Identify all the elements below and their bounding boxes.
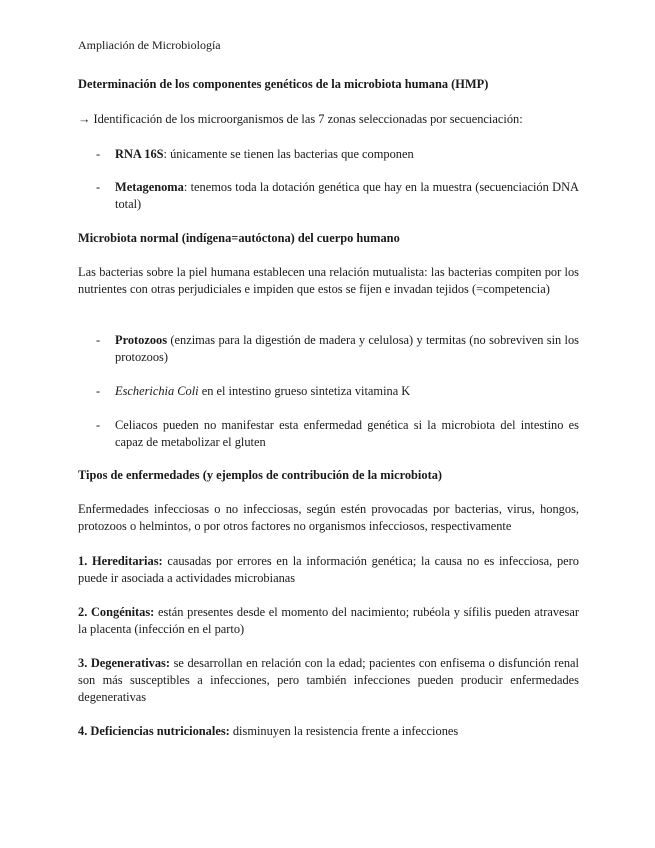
text-rna16s: : únicamente se tienen las bacterias que componen — [163, 147, 414, 161]
text-ecoli: en el intestino grueso sintetiza vitamina K — [198, 384, 411, 398]
text-protozoos: (enzimas para la digestión de madera y celulosa) y termitas (no sobreviven sin los protozoos) — [115, 333, 579, 364]
list-item-rna16s — [96, 146, 579, 163]
term-congenitas: 2. Congénitas: — [78, 605, 155, 619]
running-header: Ampliación de Microbiología — [78, 38, 221, 52]
term-ecoli: Escherichia Coli — [115, 384, 199, 398]
term-hereditarias: 1. Hereditarias: — [78, 554, 163, 568]
list-item-metagenoma — [96, 179, 579, 213]
bullet-dash: - — [96, 333, 101, 347]
term-metagenoma: Metagenoma — [115, 180, 184, 194]
text-celiacos: Celiacos pueden no manifestar esta enfermedad genética si la microbiota del intestino es capaz de metabolizar el gluten — [115, 418, 579, 449]
text-congenitas: están presentes desde el momento del nacimiento; rubéola y sífilis pueden atravesar la placenta (infección en el parto) — [78, 605, 579, 636]
text-hereditarias: causadas por errores en la información genética; la causa no es infecciosa, pero puede ir asociada a actividades microbianas — [78, 554, 579, 585]
text-deficiencias: disminuyen la resistencia frente a infecciones — [229, 724, 459, 738]
section-heading-hmp: Determinación de los componentes genéticos de la microbiota humana (HMP) — [78, 77, 489, 91]
list-item-protozoos — [96, 332, 579, 366]
disease-type-congenitas — [78, 604, 579, 638]
term-protozoos: Protozoos — [115, 333, 168, 347]
list-item-celiacos — [96, 417, 579, 451]
disease-type-deficiencias — [78, 723, 579, 740]
bullet-dash: - — [96, 180, 101, 194]
text-metagenoma: : tenemos toda la dotación genética que hay en la muestra (secuenciación DNA total) — [115, 180, 579, 211]
section-heading-microbiota-normal: Microbiota normal (indígena=autóctona) del cuerpo humano — [78, 231, 400, 245]
term-rna16s: RNA 16S — [115, 147, 164, 161]
identification-intro: → Identificación de los microorganismos de las 7 zonas seleccionadas por secuenciación: — [78, 112, 523, 126]
disease-type-degenerativas — [78, 655, 579, 706]
section-heading-tipos-enfermedades: Tipos de enfermedades (y ejemplos de contribución de la microbiota) — [78, 468, 443, 482]
term-deficiencias: 4. Deficiencias nutricionales: — [78, 724, 230, 738]
paragraph-enfermedades: Enfermedades infecciosas o no infecciosas, según estén provocadas por bacterias, virus, hongos, protozoos o helmintos, o por otros factores no organismos infecciosos, respectivamente — [78, 502, 579, 533]
paragraph-mutualism: Las bacterias sobre la piel humana establecen una relación mutualista: las bacterias compiten por los nutrientes con otras perjudiciales e impiden que estos se fijen e invadan tejidos (=competencia) — [78, 265, 579, 296]
text-degenerativas: se desarrollan en relación con la edad; pacientes con enfisema o disfunción renal son más susceptibles a infecciones, pero también infecciones pueden producir enfermedades degenerativas — [78, 656, 579, 704]
bullet-dash: - — [96, 384, 101, 398]
term-degenerativas: 3. Degenerativas: — [78, 656, 170, 670]
list-item-ecoli — [96, 383, 579, 400]
bullet-dash: - — [96, 147, 101, 161]
bullet-dash: - — [96, 418, 101, 432]
disease-type-hereditarias — [78, 553, 579, 587]
